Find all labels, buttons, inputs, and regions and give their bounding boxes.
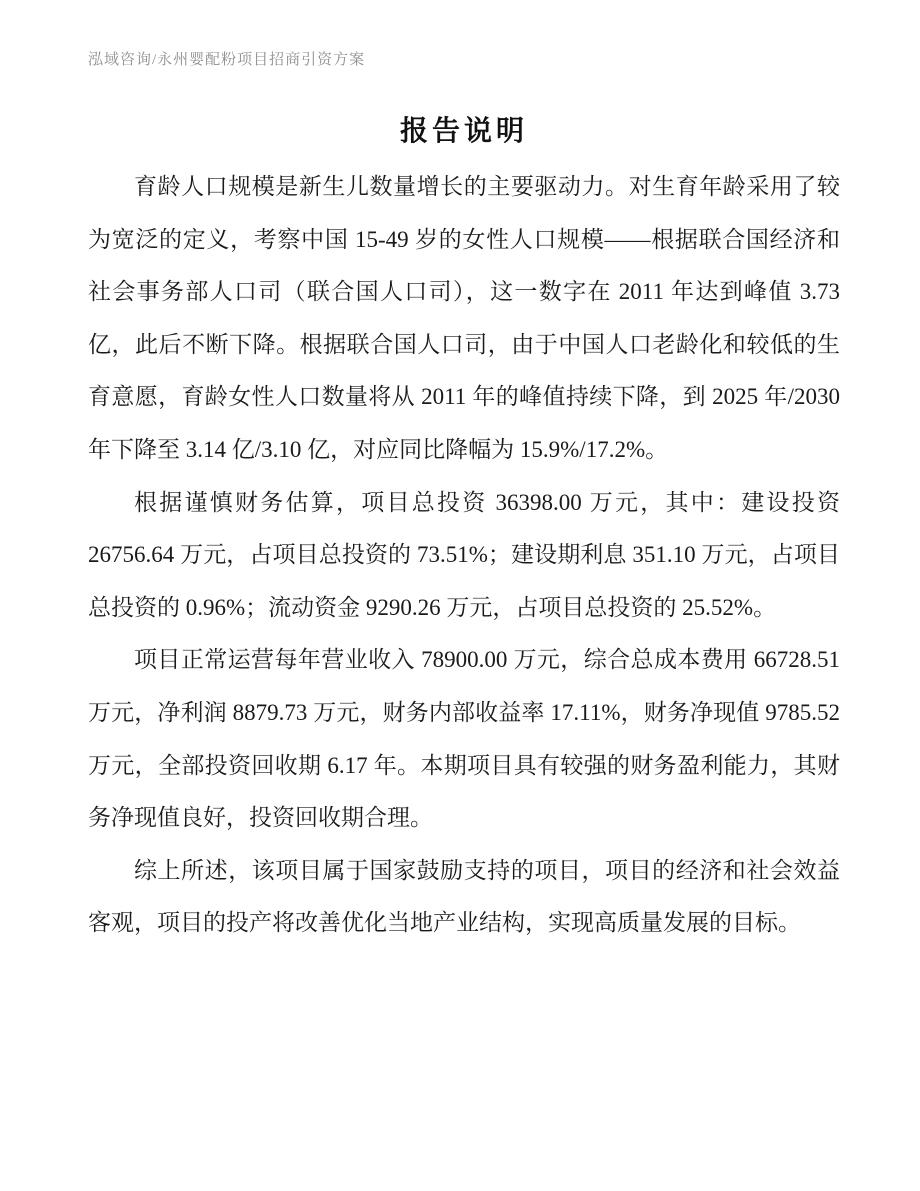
document-body	[88, 161, 840, 950]
paragraph-conclusion: 综上所述，该项目属于国家鼓励支持的项目，项目的经济和社会效益客观，项目的投产将改善优化当地产业结构，实现高质量发展的目标。	[88, 857, 840, 936]
paragraph-population: 育龄人口规模是新生儿数量增长的主要驱动力。对生育年龄采用了较为宽泛的定义，考察中国 15-49 岁的女性人口规模——根据联合国经济和社会事务部人口司（联合国人口司），这一数字在 2011 年达到峰值 3.73 亿，此后不断下降。根据联合国人口司，由于中国人口老龄化和较低的生育意愿，育龄女性人口数量将从 2011 年的峰值持续下降，到 2025 年/2030 年下降至 3.14 亿/3.10 亿，对应同比降幅为 15.9%/17.2%。	[88, 174, 840, 462]
paragraph-operations: 项目正常运营每年营业收入 78900.00 万元，综合总成本费用 66728.51 万元，净利润 8879.73 万元，财务内部收益率 17.11%，财务净现值 9785.52 万元，全部投资回收期 6.17 年。本期项目具有较强的财务盈利能力，其财务净现值良好，投资回收期合理。	[88, 647, 840, 831]
paragraph-investment: 根据谨慎财务估算，项目总投资 36398.00 万元，其中：建设投资 26756.64 万元，占项目总投资的 73.51%；建设期利息 351.10 万元，占项目总投资的 0.96%；流动资金 9290.26 万元，占项目总投资的 25.52%。	[88, 489, 840, 620]
page-title: 报告说明	[399, 116, 528, 147]
document-header: 泓域咨询/永州婴配粉项目招商引资方案	[88, 52, 366, 68]
